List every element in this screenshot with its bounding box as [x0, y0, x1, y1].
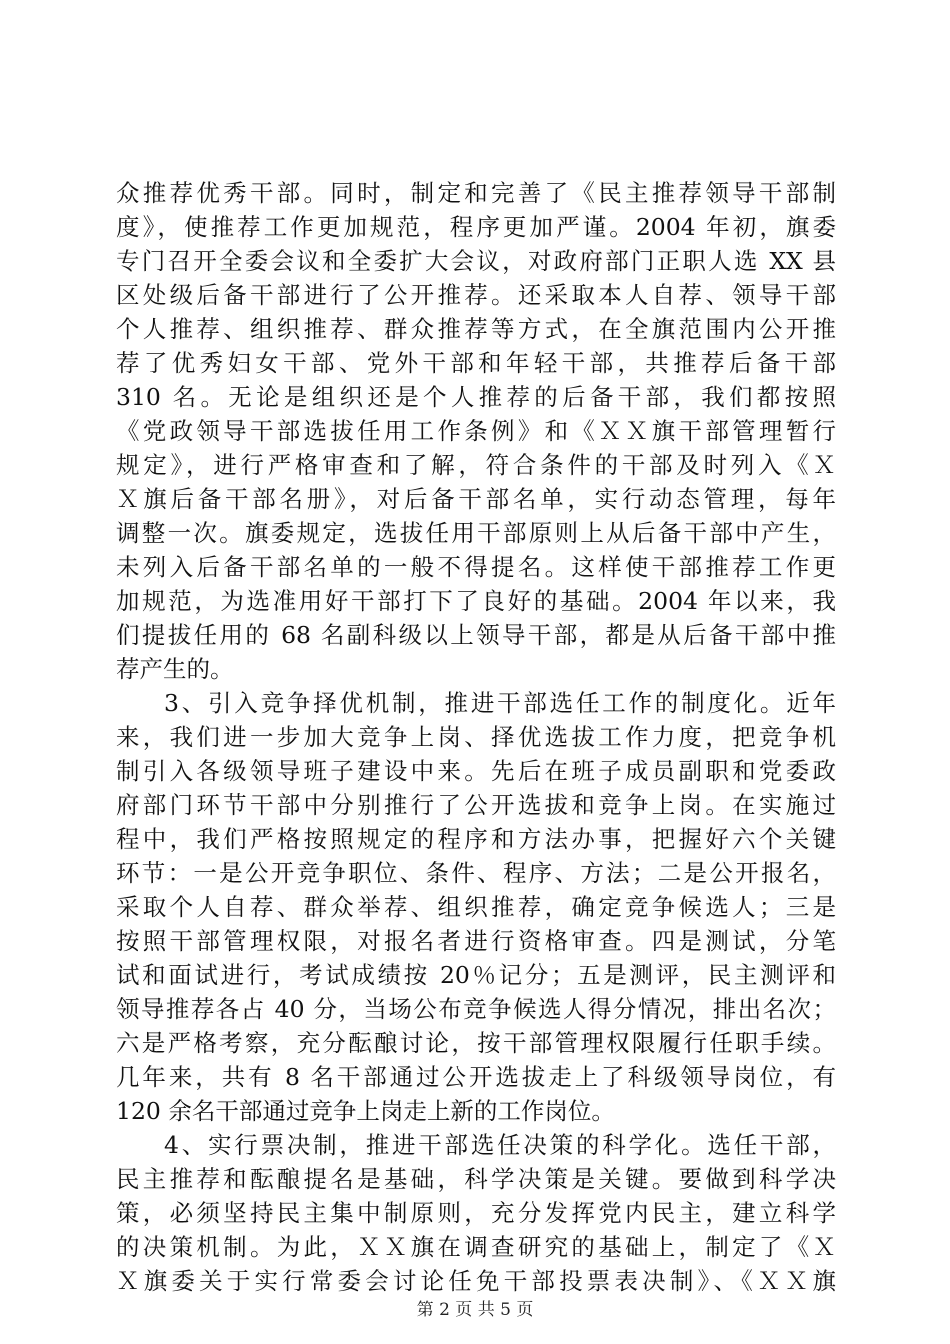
text-line: Ｘ旗后备干部名册》，对后备干部名单，实行动态管理，每年 [116, 485, 836, 513]
document-body [116, 176, 836, 1298]
text-line: 程中，我们严格按照规定的程序和方法办事，把握好六个关键 [116, 825, 836, 853]
text-line: Ｘ旗委关于实行常委会讨论任免干部投票表决制》、《ＸＸ旗 [116, 1267, 836, 1295]
text-line: 个人推荐、组织推荐、群众推荐等方式，在全旗范围内公开推 [116, 315, 836, 343]
text-line: 策，必须坚持民主集中制原则，充分发挥党内民主，建立科学 [116, 1199, 836, 1227]
text-line: 来，我们进一步加大竞争上岗、择优选拔工作力度，把竞争机 [116, 723, 836, 751]
text-line: 《党政领导干部选拔任用工作条例》和《ＸＸ旗干部管理暂行 [116, 417, 836, 445]
text-line: 环节：一是公开竞争职位、条件、程序、方法；二是公开报名， [116, 859, 836, 887]
text-line: 调整一次。旗委规定，选拔任用干部原则上从后备干部中产生， [116, 519, 836, 547]
text-line: 荐了优秀妇女干部、党外干部和年轻干部，共推荐后备干部 [116, 349, 836, 377]
text-line: 区处级后备干部进行了公开推荐。还采取本人自荐、领导干部 [116, 281, 836, 309]
text-line-paragraph-end: 荐产生的。 [116, 655, 234, 683]
text-line: 度》，使推荐工作更加规范，程序更加严谨。2004 年初，旗委 [116, 213, 836, 241]
text-line: 按照干部管理权限，对报名者进行资格审查。四是测试，分笔 [116, 927, 836, 955]
text-line: 制引入各级领导班子建设中来。先后在班子成员副职和党委政 [116, 757, 836, 785]
text-line: 领导推荐各占 40 分，当场公布竞争候选人得分情况，排出名次； [116, 995, 836, 1023]
page-number-footer: 第 2 页 共 5 页 [416, 1300, 534, 1320]
text-line: 加规范，为选准用好干部打下了良好的基础。2004 年以来，我 [116, 587, 836, 615]
text-line-paragraph-end: 120 余名干部通过竞争上岗走上新的工作岗位。 [116, 1097, 615, 1125]
text-line-paragraph-start: 3、引入竞争择优机制，推进干部选任工作的制度化。近年 [164, 689, 836, 717]
text-line: 众推荐优秀干部。同时，制定和完善了《民主推荐领导干部制 [116, 179, 836, 207]
text-line: 采取个人自荐、群众举荐、组织推荐，确定竞争候选人；三是 [116, 893, 836, 921]
text-line: 几年来，共有 8 名干部通过公开选拔走上了科级领导岗位，有 [116, 1063, 836, 1091]
text-line: 民主推荐和酝酿提名是基础，科学决策是关键。要做到科学决 [116, 1165, 836, 1193]
text-line: 六是严格考察，充分酝酿讨论，按干部管理权限履行任职手续。 [116, 1029, 836, 1057]
text-line-paragraph-start: 4、实行票决制，推进干部选任决策的科学化。选任干部， [164, 1131, 836, 1159]
text-line: 们提拔任用的 68 名副科级以上领导干部，都是从后备干部中推 [116, 621, 836, 649]
text-line: 310 名。无论是组织还是个人推荐的后备干部，我们都按照 [116, 383, 836, 411]
text-line: 未列入后备干部名单的一般不得提名。这样使干部推荐工作更 [116, 553, 836, 581]
text-line: 规定》，进行严格审查和了解，符合条件的干部及时列入《Ｘ [116, 451, 836, 479]
text-line: 府部门环节干部中分别推行了公开选拔和竞争上岗。在实施过 [116, 791, 836, 819]
text-line: 试和面试进行，考试成绩按 20％记分；五是测评，民主测评和 [116, 961, 836, 989]
text-line: 专门召开全委会议和全委扩大会议，对政府部门正职人选 XX 县 [116, 247, 836, 275]
text-line: 的决策机制。为此，ＸＸ旗在调查研究的基础上，制定了《Ｘ [116, 1233, 836, 1261]
